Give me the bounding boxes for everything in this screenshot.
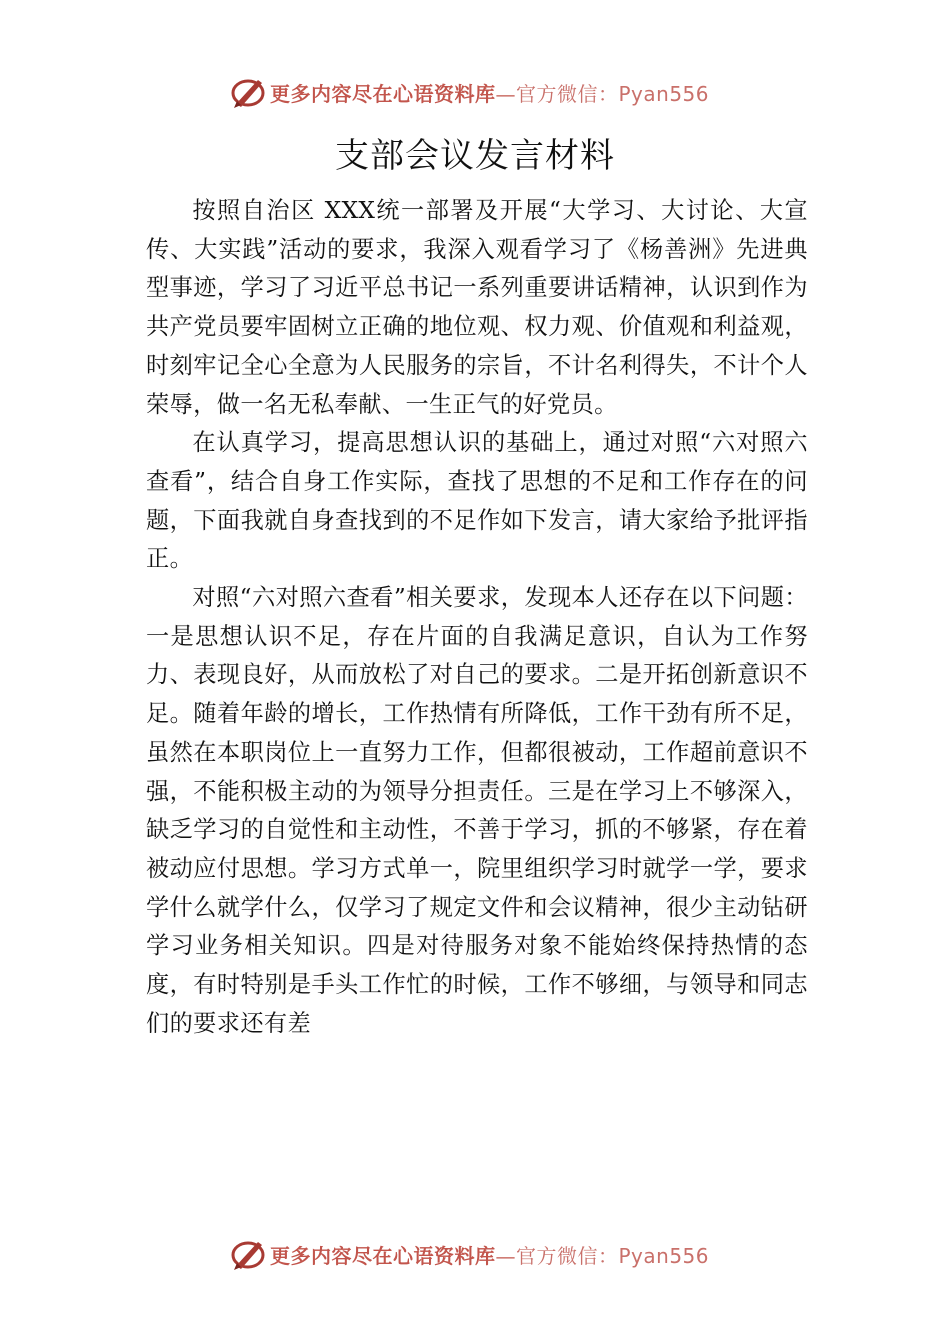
document-title: 支部会议发言材料	[335, 136, 615, 176]
banner-text	[270, 78, 709, 107]
document-body	[146, 192, 808, 1043]
pen-logo-icon	[228, 74, 268, 110]
pen-logo-icon	[228, 1236, 268, 1272]
banner-separator: —	[495, 82, 516, 106]
banner-main-text: 更多内容尽在心语资料库	[270, 82, 496, 106]
paragraph-1: 按照自治区 XXX统一部署及开展“大学习、大讨论、大宣传、大实践”活动的要求，我深入观看学习了《杨善洲》先进典型事迹，学习了习近平总书记一系列重要讲话精神，认识到作为共产党员要牢固树立正确的地位观、权力观、价值观和利益观，时刻牢记全心全意为人民服务的宗旨，不计名利得失，不计个人荣辱，做一名无私奉献、一生正气的好党员。	[146, 197, 808, 418]
banner-separator: —	[495, 1244, 516, 1268]
banner-wechat-text: 官方微信：Pyan556	[516, 82, 710, 106]
paragraph-2: 在认真学习，提高思想认识的基础上，通过对照“六对照六查看”，结合自身工作实际，查找了思想的不足和工作存在的问题，下面我就自身查找到的不足作如下发言，请大家给予批评指正。	[146, 429, 808, 573]
footer-banner	[0, 1234, 950, 1274]
paragraph-3: 对照“六对照六查看”相关要求，发现本人还存在以下问题：一是思想认识不足，存在片面的自我满足意识，自认为工作努力、表现良好，从而放松了对自己的要求。二是开拓创新意识不足。随着年龄的增长，工作热情有所降低，工作干劲有所不足，虽然在本职岗位上一直努力工作，但都很被动，工作超前意识不强，不能积极主动的为领导分担责任。三是在学习上不够深入，缺乏学习的自觉性和主动性，不善于学习，抓的不够紧，存在着被动应付思想。学习方式单一，院里组织学习时就学一学，要求学什么就学什么，仅学习了规定文件和会议精神，很少主动钻研学习业务相关知识。四是对待服务对象不能始终保持热情的态度，有时特别是手头工作忙的时候，工作不够细，与领导和同志们的要求还有差	[146, 584, 808, 1037]
banner-text	[270, 1240, 709, 1269]
header-banner	[0, 72, 950, 112]
banner-main-text: 更多内容尽在心语资料库	[270, 1244, 496, 1268]
banner-wechat-text: 官方微信：Pyan556	[516, 1244, 710, 1268]
